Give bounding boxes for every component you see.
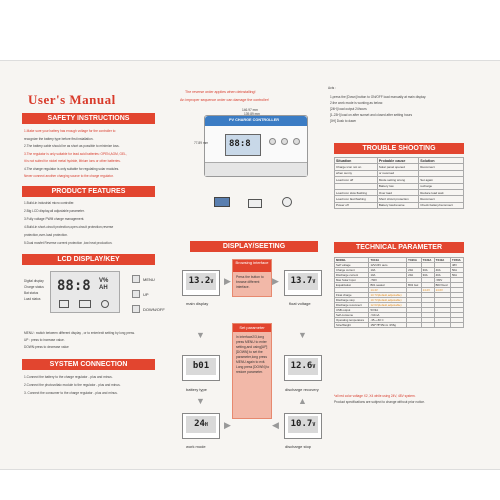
- lcd-recovery-display: [284, 355, 322, 381]
- lcd-discharge-stop-label: discharge stop: [285, 444, 312, 449]
- table-cell: 5V/3A: [369, 308, 407, 313]
- text-line: protection,over-load protection.: [24, 233, 68, 237]
- lcd-recovery-label: discharge recovery: [285, 387, 319, 392]
- trouble-table: [334, 157, 464, 209]
- table-cell: 20A: [407, 268, 422, 273]
- table-cell: 13.7V(default,adjustable): [369, 293, 407, 298]
- manual-sheet: [0, 60, 500, 470]
- lcd-digits: 88:8: [57, 278, 91, 294]
- table-cell: 14.4V: [369, 288, 407, 293]
- table-cell: Over load: [377, 189, 418, 195]
- text-line: UP : press to increase value.: [24, 338, 65, 342]
- set-parameter-text: In interface2/3,long press MENU to enter setting,and using[UP] [DOWN] to set the parameter,long press MENU again to exit. Long press [DOWN] to restore parameter.: [236, 335, 270, 374]
- table-row: [335, 202, 464, 208]
- lcd-diagram: [50, 271, 120, 313]
- lcd-discharge-stop-unit: V: [312, 422, 316, 428]
- controller-screen: [225, 134, 261, 156]
- table-cell: Discharge reconnect: [335, 303, 369, 308]
- text-line: [0H] Dusk to dawn: [330, 119, 357, 123]
- text-line: DOWN:press to decrease value: [24, 345, 69, 349]
- text-line: 1.Connect the battery to the charge regulator - plus and minus.: [24, 375, 113, 379]
- warning-sequence: An improper sequence order can damage the controller!: [180, 98, 270, 102]
- table-cell: TX10A: [369, 258, 407, 263]
- text-line: 3.Fully voltage PWM charge management.: [24, 217, 85, 221]
- table-cell: 40A: [434, 268, 450, 273]
- lcd-recovery-unit: V: [312, 364, 316, 370]
- lcd-work-mode-unit: H: [204, 422, 208, 428]
- display-setting-heading: DISPLAY/SEETING: [190, 241, 318, 252]
- table-cell: Operating temperature: [335, 318, 369, 323]
- table-cell: TX20A: [407, 258, 422, 263]
- table-header-cell: Probable cause: [377, 158, 418, 164]
- lcd-float-label: float voltage: [289, 301, 311, 306]
- table-cell: B03 flood: [434, 283, 450, 288]
- text-line: Load status: [24, 297, 41, 301]
- arrow-down-icon: ▼: [196, 396, 205, 406]
- lcd-main-unit: V: [210, 279, 214, 285]
- table-cell: 150*78*35mm /156g: [369, 323, 407, 328]
- lcd-main-value: 13.2: [188, 276, 211, 286]
- table-cell: Solar panel opened: [377, 164, 418, 170]
- table-cell: Self voltage: [335, 263, 369, 268]
- table-cell: 50A: [451, 268, 464, 273]
- lcd-float-unit: V: [312, 279, 316, 285]
- table-cell: B02 Gel: [407, 283, 422, 288]
- text-line: [1-23H] load on after sunset and closed after setting hours: [330, 113, 413, 117]
- acts-title: Acts :: [328, 86, 336, 90]
- table-cell: [407, 323, 422, 328]
- lcd-float-value: 13.7: [290, 276, 313, 286]
- table-cell: 10A: [369, 268, 407, 273]
- browse-panel-text: Press the button to browse different interface.: [236, 275, 264, 289]
- lcd-main-label: main display: [186, 301, 209, 306]
- table-cell: 10A: [369, 273, 407, 278]
- table-cell: TX50A: [451, 258, 464, 263]
- arrow-left-icon: ◀: [272, 420, 279, 430]
- text-line: Charge status: [24, 285, 44, 289]
- warning-deinstall: The reverse order applies when deinstalling!: [185, 90, 256, 94]
- text-line: 1.Build-in industrial micro controller.: [24, 201, 75, 205]
- table-cell: when sunny: [335, 170, 378, 176]
- set-parameter-panel: [232, 323, 272, 419]
- controller-terminal-strip: [205, 162, 307, 176]
- solar-panel-icon: [214, 197, 230, 207]
- trouble-heading: TROUBLE SHOOTING: [334, 143, 464, 154]
- battery-icon: [79, 300, 91, 308]
- text-line: 2.The battery cable should be as short as possible to minimize loss.: [24, 144, 120, 148]
- lcd-main-display: [182, 270, 220, 296]
- arrow-down-icon: ▲: [298, 396, 307, 406]
- lcd-work-mode-label: work mode: [186, 444, 206, 449]
- table-cell: Mode setting wrong: [377, 177, 418, 183]
- lcd-discharge-stop-display: [284, 413, 322, 439]
- menu-button-icon: [132, 275, 140, 283]
- text-line: it is not suited for nickel metal hydride, lithium ions or other batteries.: [24, 159, 121, 163]
- table-header-cell: Solution: [419, 158, 464, 164]
- table-cell: MODEL: [335, 258, 369, 263]
- text-line: [24H] load output 24hours: [330, 107, 367, 111]
- table-cell: Reconnect: [419, 164, 464, 170]
- dimension-inner: 139.89 mm: [244, 112, 260, 116]
- table-cell: Reconnect: [419, 196, 464, 202]
- table-cell: Discharge current: [335, 273, 369, 278]
- table-cell: 50A: [451, 273, 464, 278]
- table-cell: 30A: [421, 273, 434, 278]
- text-line: Never connect another charging source to the charge regulator.: [24, 174, 114, 178]
- table-cell: Check battery/reconnect: [419, 202, 464, 208]
- table-cell: Charge current: [335, 268, 369, 273]
- table-cell: 10.7V(default,adjustable): [369, 298, 407, 303]
- set-parameter-title: Set parameter: [233, 324, 271, 332]
- controller-device: [204, 115, 308, 177]
- technical-table: [334, 257, 464, 328]
- features-heading: PRODUCT FEATURES: [22, 186, 155, 197]
- table-cell: Size/Weight: [335, 323, 369, 328]
- browse-panel-title: Browsing interface: [233, 260, 271, 272]
- table-cell: 48V: [451, 263, 464, 268]
- table-cell: TX40A: [434, 258, 450, 263]
- table-cell: 20A: [407, 273, 422, 278]
- lcd-battery-type-value: b01: [192, 361, 210, 371]
- lcd-discharge-stop-value: 10.7: [290, 419, 313, 429]
- lcd-battery-type-label: battery type: [186, 387, 207, 392]
- controller-label: PV CHARGE CONTROLLER: [229, 118, 279, 122]
- table-cell: Float charge: [335, 293, 369, 298]
- table-header-cell: Situation: [335, 158, 378, 164]
- text-line: 5.Dual mosfet Reverse current protection ,low heat production.: [24, 241, 113, 245]
- table-cell: 12V/24V auto: [369, 263, 407, 268]
- table-cell: 14.2V: [421, 288, 434, 293]
- text-line: 4.The charge regulator is only suitable for regulating solar modules.: [24, 166, 120, 171]
- controller-down-key: [293, 138, 300, 145]
- dimension-width: 146.97 mm: [242, 108, 258, 112]
- table-cell: Equalization: [335, 283, 369, 288]
- lcd-work-mode-value: 24: [194, 419, 205, 429]
- lcd-unit-icon: V% AH: [99, 278, 109, 291]
- table-cell: 40A: [434, 273, 450, 278]
- table-cell: Self-consume: [335, 313, 369, 318]
- table-cell: Set again: [419, 177, 464, 183]
- load-bulb-icon: [282, 197, 292, 207]
- table-cell: <50V: [369, 278, 407, 283]
- solar-icon: [59, 300, 69, 308]
- table-cell: Charge icon not on: [335, 164, 378, 170]
- controller-menu-key: [269, 138, 276, 145]
- down-button-label: DOWN/OFF: [143, 307, 165, 312]
- lcd-float-display: [284, 270, 322, 296]
- text-line: 2.Big LCD display,all adjustable parameter.: [24, 209, 85, 213]
- controller-screen-digits: 88:8: [229, 139, 251, 149]
- text-line: 3.The regulator is only suitable for lead acid batteries: OPEN,AGM, GEL,: [24, 151, 127, 156]
- text-line: 2.the work mode is working as below:: [330, 101, 383, 105]
- arrow-down-icon: ▼: [298, 330, 307, 340]
- table-cell: Battery low/reverse: [377, 202, 418, 208]
- table-cell: Short circuit protection: [377, 196, 418, 202]
- lcd-key-heading: LCD DISPLAY/KEY: [22, 254, 155, 265]
- table-cell: 14.6V: [434, 288, 450, 293]
- lcd-work-mode-display: [182, 413, 220, 439]
- up-button-label: UP: [143, 292, 149, 297]
- table-cell: <10mA: [369, 313, 407, 318]
- table-cell: Reduce load watt: [419, 189, 464, 195]
- table-cell: [451, 323, 464, 328]
- controller-up-key: [281, 138, 288, 145]
- browse-panel: [232, 259, 272, 297]
- menu-button-label: MENU: [143, 277, 155, 282]
- table-cell: Load icon slow flashing: [335, 189, 378, 195]
- technical-heading: TECHNICAL PARAMETER: [334, 242, 464, 253]
- table-cell: recharge: [419, 183, 464, 189]
- table-cell: USB output: [335, 308, 369, 313]
- down-button-icon: [132, 305, 140, 313]
- table-cell: Max Solar Input: [335, 278, 369, 283]
- table-cell: [421, 323, 434, 328]
- text-line: recognize the battery type before first installation.: [24, 136, 94, 141]
- system-heading: SYSTEM CONNECTION: [22, 359, 155, 370]
- text-line: 1.Make sure your battery has enough voltage for the controller to: [24, 129, 116, 133]
- safety-heading: SAFETY INSTRUCTIONS: [22, 113, 155, 124]
- table-cell: TX30A: [421, 258, 434, 263]
- table-cell: Load icon off: [335, 177, 378, 183]
- table-cell: 30A: [421, 268, 434, 273]
- technical-footnote-2: Product specifications are subject to change without prior notice.: [334, 400, 425, 404]
- table-cell: Battery low: [377, 183, 418, 189]
- manual-title: User's Manual: [28, 92, 116, 107]
- table-cell: [434, 323, 450, 328]
- arrow-right-icon: ▶: [224, 420, 231, 430]
- arrow-right-icon: ▶: [224, 276, 231, 286]
- battery-pack-icon: [248, 199, 262, 208]
- text-line: 2.Connect the photovoltaic module to the regulator - plus and minus.: [24, 383, 121, 387]
- text-line: Bat status: [24, 291, 39, 295]
- text-line: MENU : switch between different display , or to enter/exit setting by long press.: [24, 331, 136, 335]
- text-line: 1.press the [Down] button to ON/OFF load manually at main display.: [330, 95, 427, 99]
- arrow-down-icon: ▼: [196, 330, 205, 340]
- table-cell: or reversed: [377, 170, 418, 176]
- bulb-icon: [101, 300, 109, 308]
- text-line: 4.Build-in short-circuit protection,open-circuit protection,reverse: [24, 225, 114, 229]
- table-cell: Load icon fast flashing: [335, 196, 378, 202]
- table-row: [335, 323, 464, 328]
- text-line: 3. Connect the consumer to the charge regulator - plus and minus.: [24, 391, 118, 395]
- arrow-right-icon: ▶: [272, 276, 279, 286]
- table-cell: Power off: [335, 202, 378, 208]
- table-cell: Discharge stop: [335, 298, 369, 303]
- table-cell: -35~+60 C: [369, 318, 407, 323]
- table-cell: B01 sealed: [369, 283, 407, 288]
- technical-footnote-1: *all red color voltage X2 ,X4 while using 24V, 48V system.: [334, 394, 416, 398]
- table-cell: <80V: [434, 278, 450, 283]
- table-cell: 12.6V(default,adjustable): [369, 303, 407, 308]
- lcd-recovery-value: 12.6: [290, 361, 313, 371]
- lcd-battery-type-display: [182, 355, 220, 381]
- dimension-height: 77.89 mm: [194, 141, 209, 145]
- text-line: Digital display: [24, 279, 44, 283]
- up-button-icon: [132, 290, 140, 298]
